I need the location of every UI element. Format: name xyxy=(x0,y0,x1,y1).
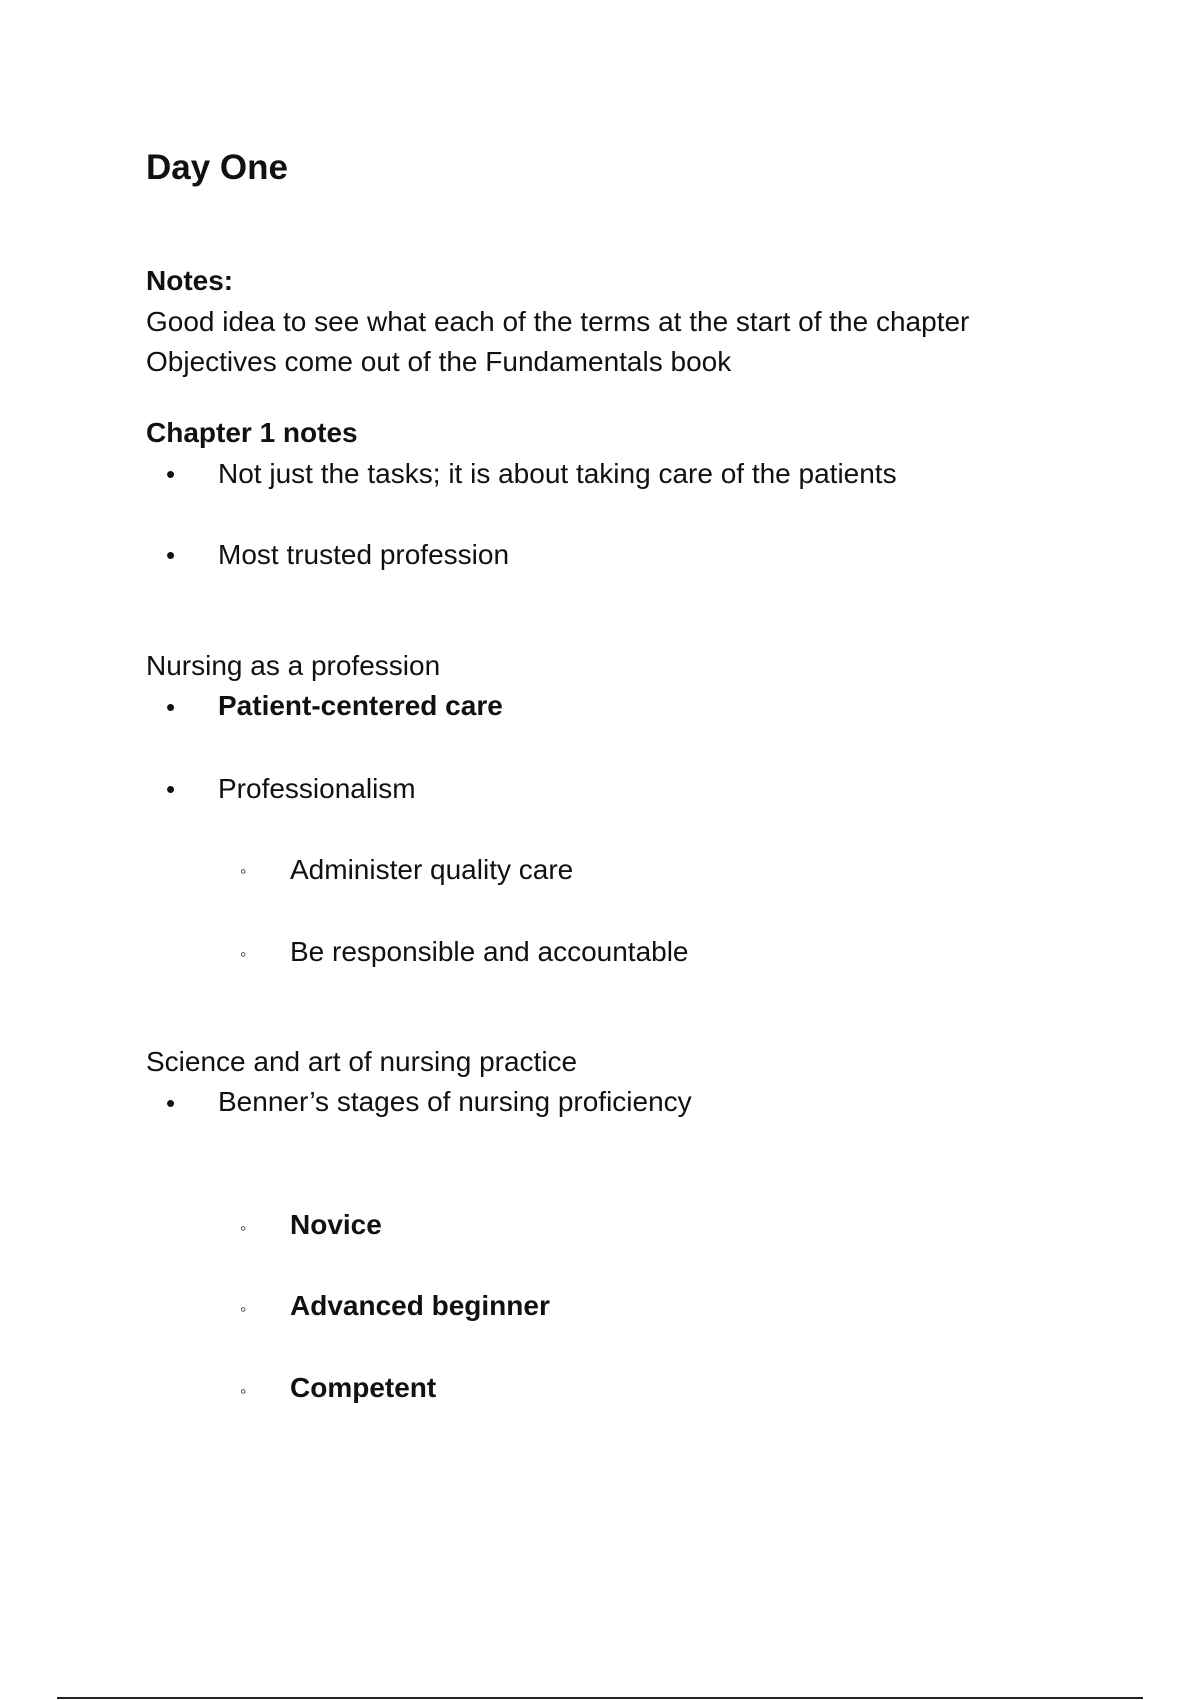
sub-list-item: Advanced beginner xyxy=(290,1290,550,1321)
sub-bullet-icon: ◦ xyxy=(240,944,247,964)
chapter-heading: Chapter 1 notes xyxy=(146,417,358,448)
page-title: Day One xyxy=(146,148,288,187)
list-item: Most trusted profession xyxy=(218,539,510,570)
bullet-icon: • xyxy=(166,459,176,489)
sub-bullet-icon: ◦ xyxy=(240,861,247,881)
notes-line: Objectives come out of the Fundamentals book xyxy=(146,346,732,377)
list-item: Professionalism xyxy=(218,773,416,804)
bullet-icon: • xyxy=(166,774,176,804)
bullet-icon: • xyxy=(166,692,176,722)
section-heading: Nursing as a profession xyxy=(146,650,441,681)
sub-list-item: Novice xyxy=(290,1209,382,1240)
sub-list-item: Administer quality care xyxy=(290,854,574,885)
sub-bullet-icon: ◦ xyxy=(240,1381,247,1401)
list-item: Patient-centered care xyxy=(218,690,503,721)
list-item: Benner’s stages of nursing proficiency xyxy=(218,1086,692,1117)
sub-list-item: Be responsible and accountable xyxy=(290,936,689,967)
bullet-icon: • xyxy=(166,1088,176,1118)
notes-heading: Notes: xyxy=(146,265,234,296)
section-heading: Science and art of nursing practice xyxy=(146,1046,578,1077)
sub-bullet-icon: ◦ xyxy=(240,1218,247,1238)
bullet-icon: • xyxy=(166,540,176,570)
page-bottom-divider xyxy=(57,1697,1143,1699)
notes-line: Good idea to see what each of the terms at the start of the chapter xyxy=(146,306,970,337)
sub-bullet-icon: ◦ xyxy=(240,1299,247,1319)
list-item: Not just the tasks; it is about taking care of the patients xyxy=(218,458,897,489)
sub-list-item: Competent xyxy=(290,1372,437,1403)
